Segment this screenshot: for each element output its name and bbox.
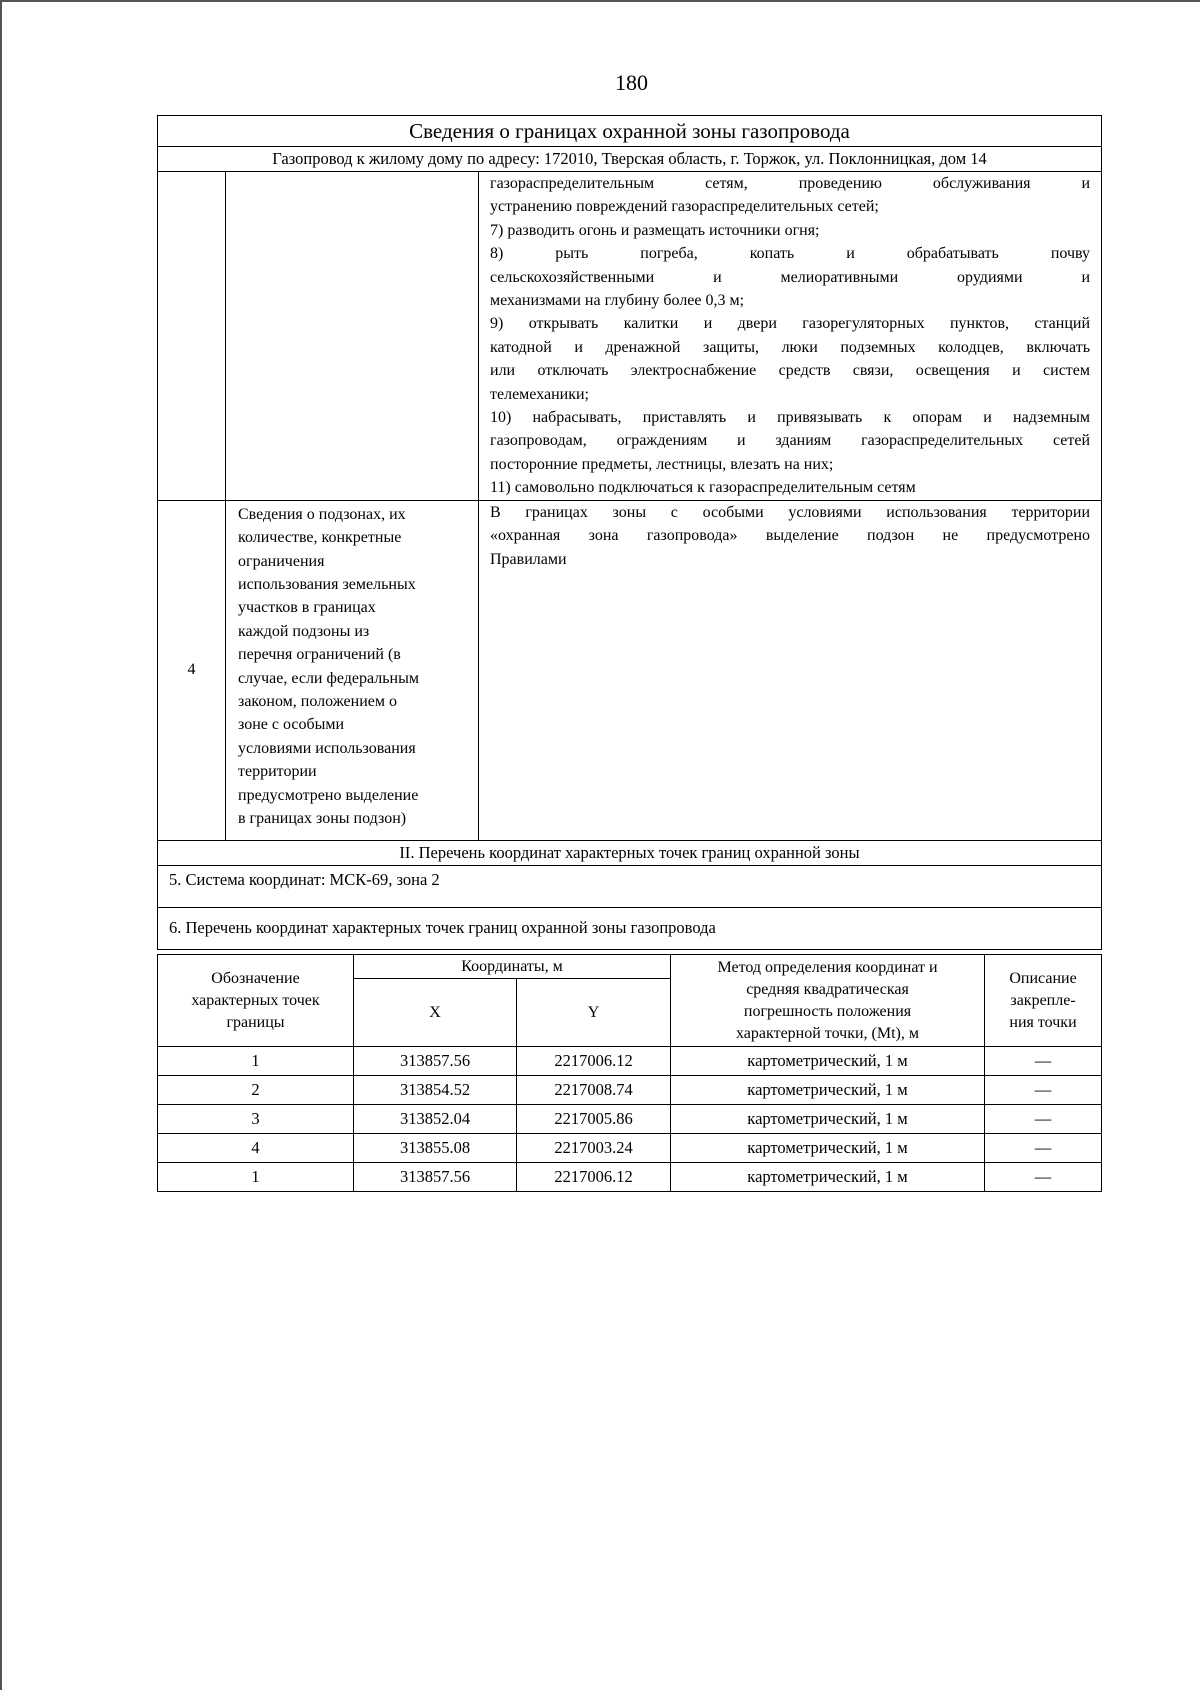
x-cell: 313857.56 — [354, 1163, 517, 1192]
y-cell: 2217006.12 — [517, 1047, 671, 1076]
text-line: телемеханики; — [490, 385, 589, 403]
text-line: ограничения — [238, 552, 325, 570]
text-line: предусмотрено выделение — [238, 786, 419, 804]
method-cell: картометрический, 1 м — [671, 1163, 985, 1192]
text-line: использования земельных — [238, 575, 416, 593]
restrictions-continuation — [479, 172, 1102, 501]
text-line: газопроводам, ограждениям и зданиям газораспределительных сетей — [490, 432, 1091, 450]
text-line: каждой подзоны из — [238, 622, 370, 640]
text-line: Сведения о подзонах, их — [238, 505, 406, 523]
text-line: механизмами на глубину более 0,3 м; — [490, 292, 745, 310]
description-cell: — — [985, 1047, 1102, 1076]
pipeline-address: Газопровод к жилому дому по адресу: 172010, Тверская область, г. Торжок, ул. Поклонницкая, дом 14 — [158, 147, 1102, 172]
point-cell: 4 — [158, 1134, 354, 1163]
method-cell: картометрический, 1 м — [671, 1076, 985, 1105]
method-cell: картометрический, 1 м — [671, 1134, 985, 1163]
text-line: сельскохозяйственными и мелиоративными орудиями и — [490, 268, 1091, 286]
text-line: В границах зоны с особыми условиями использования территории — [490, 503, 1091, 521]
text-line: участков в границах — [238, 599, 376, 617]
x-cell: 313852.04 — [354, 1105, 517, 1134]
text-line: 11) самовольно подключаться к газораспределительным сетям — [490, 479, 916, 497]
table-row — [158, 1105, 1102, 1134]
header-coordinates: Координаты, м — [354, 955, 671, 979]
y-cell: 2217006.12 — [517, 1163, 671, 1192]
point-cell: 1 — [158, 1163, 354, 1192]
table-row — [158, 1047, 1102, 1076]
description-cell: — — [985, 1134, 1102, 1163]
text-line: 10) набрасывать, приставлять и привязывать к опорам и надземным — [490, 409, 1091, 427]
text-line: устранению повреждений газораспределительных сетей; — [490, 198, 879, 216]
header-point: Обозначение характерных точек границы — [158, 955, 354, 1047]
empty-number-cell — [158, 172, 226, 501]
text-line: Правилами — [490, 550, 567, 568]
text-line: 9) открывать калитки и двери газорегуляторных пунктов, станций — [490, 315, 1091, 333]
document-title: Сведения о границах охранной зоны газопровода — [158, 116, 1102, 147]
y-cell: 2217005.86 — [517, 1105, 671, 1134]
coordinate-system: 5. Система координат: МСК-69, зона 2 — [158, 865, 1102, 907]
coordinates-table — [157, 954, 1102, 1192]
section-2-heading: II. Перечень координат характерных точек границ охранной зоны — [158, 840, 1102, 865]
header-method: Метод определения координат и средняя квадратическая погрешность положения характерной точки, (Mt), м — [671, 955, 985, 1047]
text-line: катодной и дренажной защиты, люки подземных колодцев, включать — [490, 338, 1091, 356]
row-number: 4 — [158, 500, 226, 840]
method-cell: картометрический, 1 м — [671, 1105, 985, 1134]
point-cell: 3 — [158, 1105, 354, 1134]
text-line: количестве, конкретные — [238, 529, 402, 547]
text-line: «охранная зона газопровода» выделение подзон не предусмотрено — [490, 527, 1091, 545]
header-y: Y — [517, 979, 671, 1047]
description-cell: — — [985, 1076, 1102, 1105]
subzones-label — [226, 500, 479, 840]
scan-edge-top — [0, 0, 1200, 2]
subzones-value — [479, 500, 1102, 840]
header-x: X — [354, 979, 517, 1047]
text-line: 7) разводить огонь и размещать источники огня; — [490, 221, 820, 239]
text-line: условиями использования — [238, 739, 416, 757]
text-line: перечня ограничений (в — [238, 646, 401, 664]
table-row — [158, 1076, 1102, 1105]
description-cell: — — [985, 1105, 1102, 1134]
point-cell: 1 — [158, 1047, 354, 1076]
x-cell: 313854.52 — [354, 1076, 517, 1105]
empty-label-cell — [226, 172, 479, 501]
zone-info-table — [157, 115, 1102, 950]
text-line: посторонние предметы, лестницы, влезать на них; — [490, 455, 834, 473]
text-line: газораспределительным сетям, проведению обслуживания и — [490, 175, 1091, 192]
description-cell: — — [985, 1163, 1102, 1192]
text-line: 8) рыть погреба, копать и обрабатывать почву — [490, 245, 1091, 263]
text-line: или отключать электроснабжение средств связи, освещения и систем — [490, 362, 1091, 380]
table-row — [158, 1134, 1102, 1163]
text-line: законом, положением о — [238, 692, 397, 710]
x-cell: 313857.56 — [354, 1047, 517, 1076]
text-line: случае, если федеральным — [238, 669, 419, 687]
page-number: 180 — [615, 70, 648, 95]
y-cell: 2217008.74 — [517, 1076, 671, 1105]
coordinates-list-heading: 6. Перечень координат характерных точек границ охранной зоны газопровода — [158, 907, 1102, 949]
method-cell: картометрический, 1 м — [671, 1047, 985, 1076]
y-cell: 2217003.24 — [517, 1134, 671, 1163]
scan-edge-left — [0, 0, 2, 1690]
x-cell: 313855.08 — [354, 1134, 517, 1163]
text-line: территории — [238, 763, 317, 781]
point-cell: 2 — [158, 1076, 354, 1105]
text-line: зоне с особыми — [238, 716, 345, 734]
table-row — [158, 1163, 1102, 1192]
text-line: в границах зоны подзон) — [238, 809, 407, 827]
header-description: Описание закрепле-ния точки — [985, 955, 1102, 1047]
